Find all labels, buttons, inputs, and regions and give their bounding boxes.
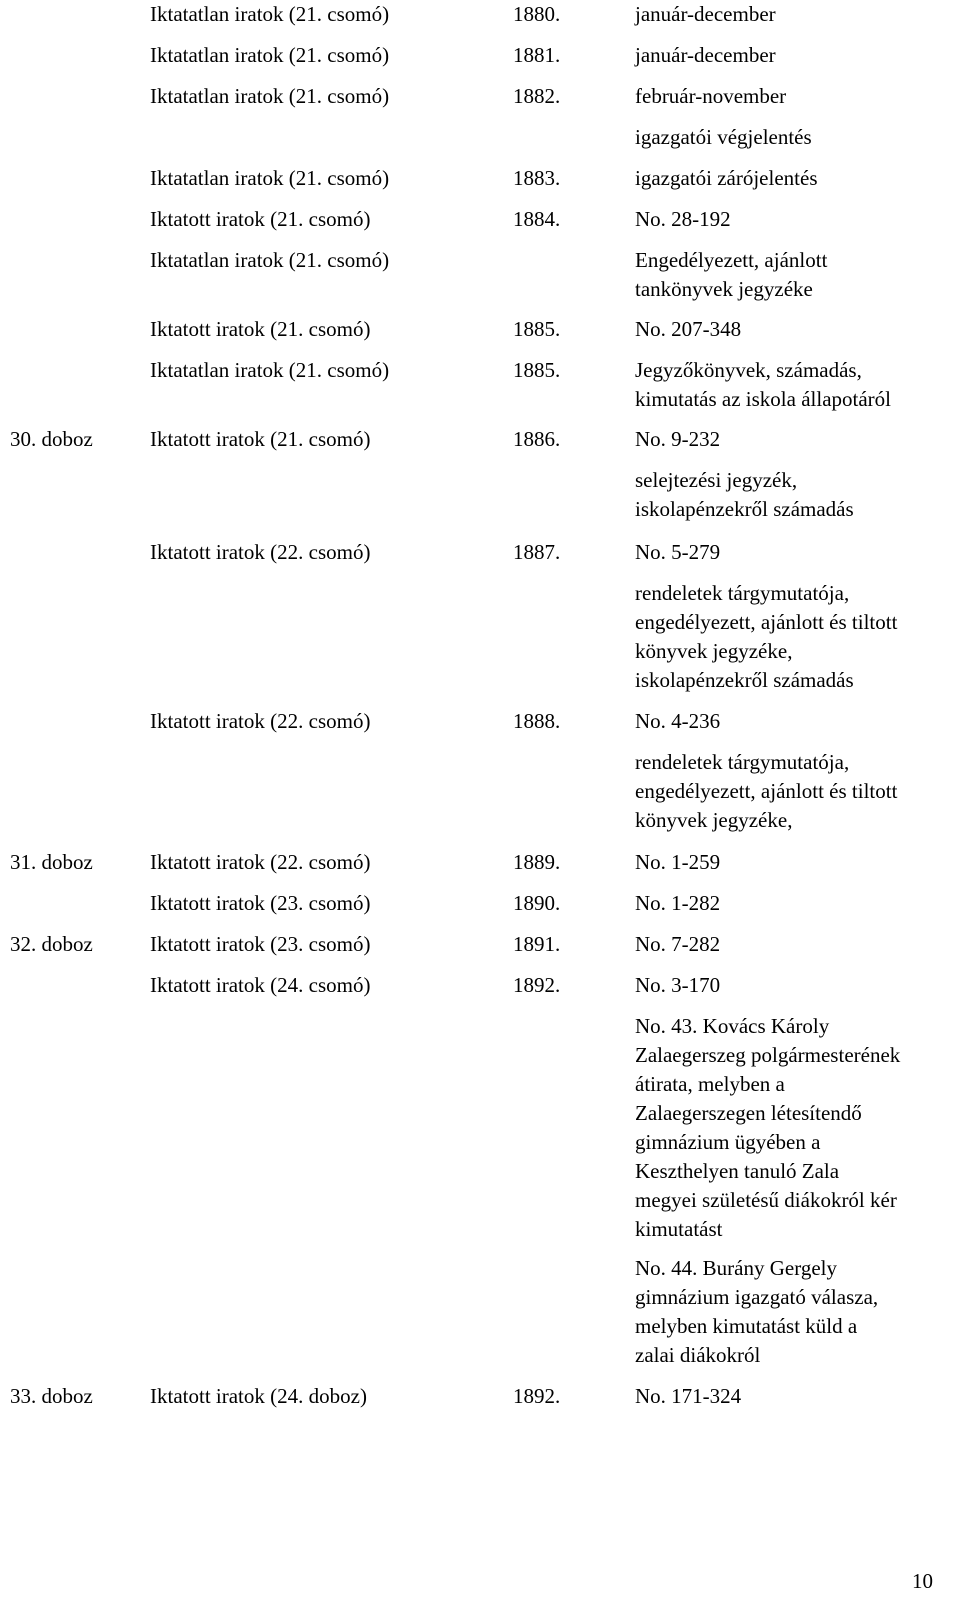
- record-year: 1882.: [513, 84, 561, 108]
- record-year: 1889.: [513, 850, 561, 874]
- record-description: Iktatott iratok (23. csomó): [150, 932, 371, 956]
- record-note: No. 4-236: [635, 709, 721, 733]
- record-description: Iktatott iratok (23. csomó): [150, 891, 371, 915]
- record-note: január-december: [635, 2, 776, 26]
- record-note: No. 28-192: [635, 207, 731, 231]
- record-note: igazgatói végjelentés: [635, 125, 812, 149]
- record-year: 1885.: [513, 317, 561, 341]
- record-note: február-november: [635, 84, 787, 108]
- record-year: 1880.: [513, 2, 561, 26]
- record-year: 1886.: [513, 427, 561, 451]
- record-year: 1892.: [513, 1384, 561, 1408]
- record-description: Iktatott iratok (24. csomó): [150, 973, 371, 997]
- record-description: Iktatatlan iratok (21. csomó): [150, 43, 390, 67]
- record-description: Iktatott iratok (21. csomó): [150, 317, 371, 341]
- record-description: Iktatott iratok (22. csomó): [150, 850, 371, 874]
- record-note: No. 9-232: [635, 427, 721, 451]
- record-note: rendeletek tárgymutatója, engedélyezett, ajánlott és tiltott könyvek jegyzéke,: [635, 750, 898, 832]
- box-number: 31. doboz: [10, 850, 93, 874]
- record-year: 1881.: [513, 43, 561, 67]
- record-description: Iktatott iratok (21. csomó): [150, 207, 371, 231]
- record-note: rendeletek tárgymutatója, engedélyezett, ajánlott és tiltott könyvek jegyzéke, iskolapénzekről számadás: [635, 581, 898, 692]
- record-year: 1891.: [513, 932, 561, 956]
- page-number: 10: [912, 1569, 933, 1593]
- record-description: Iktatott iratok (21. csomó): [150, 427, 371, 451]
- record-year: 1888.: [513, 709, 561, 733]
- record-note: No. 3-170: [635, 973, 721, 997]
- record-note: Engedélyezett, ajánlott tankönyvek jegyzéke: [635, 248, 828, 301]
- record-year: 1892.: [513, 973, 561, 997]
- record-description: Iktatatlan iratok (21. csomó): [150, 166, 390, 190]
- record-note: No. 207-348: [635, 317, 742, 341]
- record-year: 1884.: [513, 207, 561, 231]
- record-note: No. 1-282: [635, 891, 721, 915]
- record-year: 1883.: [513, 166, 561, 190]
- record-year: 1885.: [513, 358, 561, 382]
- box-number: 32. doboz: [10, 932, 93, 956]
- record-note: No. 1-259: [635, 850, 721, 874]
- record-note: No. 43. Kovács Károly Zalaegerszeg polgármesterének átirata, melyben a Zalaegerszegen létesítendő gimnázium ügyében a Keszthelyen tanuló Zala megyei születésű diákokról kér kimutatást: [635, 1014, 901, 1241]
- record-description: Iktatott iratok (22. csomó): [150, 709, 371, 733]
- record-year: 1890.: [513, 891, 561, 915]
- record-description: Iktatatlan iratok (21. csomó): [150, 248, 390, 272]
- record-description: Iktatott iratok (22. csomó): [150, 540, 371, 564]
- record-note: január-december: [635, 43, 776, 67]
- record-description: Iktatatlan iratok (21. csomó): [150, 358, 390, 382]
- record-note: No. 171-324: [635, 1384, 742, 1408]
- record-year: 1887.: [513, 540, 561, 564]
- record-description: Iktatott iratok (24. doboz): [150, 1384, 367, 1408]
- box-number: 33. doboz: [10, 1384, 93, 1408]
- record-note: No. 5-279: [635, 540, 721, 564]
- record-note: No. 44. Burány Gergely gimnázium igazgató válasza, melyben kimutatást küld a zalai diákokról: [635, 1256, 879, 1367]
- record-note: igazgatói zárójelentés: [635, 166, 818, 190]
- record-description: Iktatatlan iratok (21. csomó): [150, 84, 390, 108]
- record-description: Iktatatlan iratok (21. csomó): [150, 2, 390, 26]
- record-note: selejtezési jegyzék, iskolapénzekről számadás: [635, 468, 854, 521]
- box-number: 30. doboz: [10, 427, 93, 451]
- record-note: No. 7-282: [635, 932, 721, 956]
- record-note: Jegyzőkönyvek, számadás, kimutatás az iskola állapotáról: [635, 358, 891, 411]
